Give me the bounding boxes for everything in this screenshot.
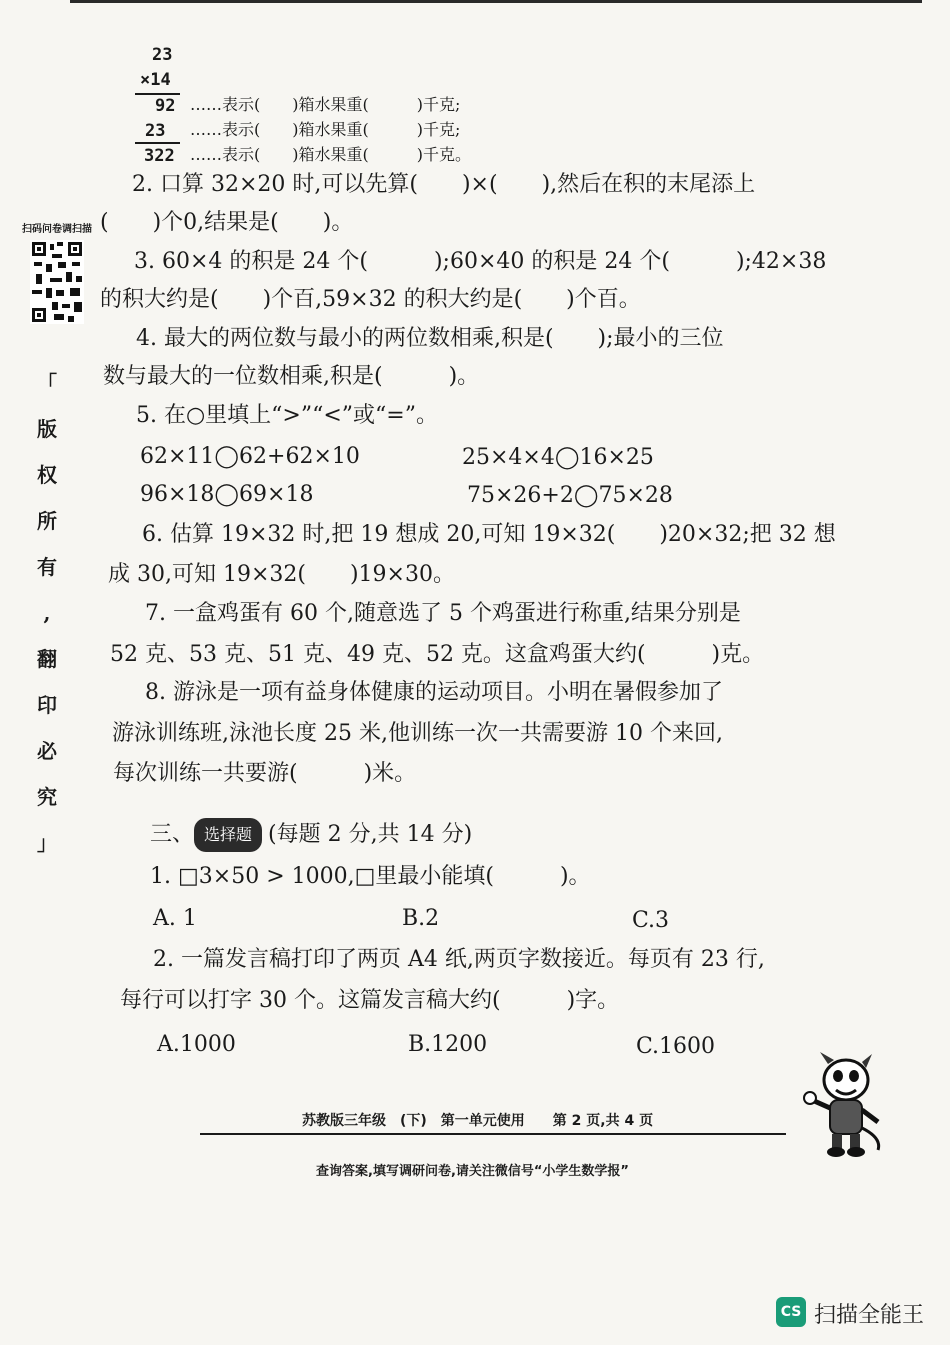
copyright-char: 印 <box>37 693 57 717</box>
q6-line2: 成 30,可知 19×32( )19×30。 <box>108 562 455 587</box>
q3-line1: 3. 60×4 的积是 24 个( );60×40 的积是 24 个( );42×38 <box>134 249 827 274</box>
c2-line2: 每行可以打字 30 个。这篇发言稿大约( )字。 <box>120 988 620 1013</box>
q4-line1: 4. 最大的两位数与最小的两位数相乘,积是( );最小的三位 <box>136 326 724 351</box>
calc-multiplier: ×14 <box>140 70 171 90</box>
c2-line1: 2. 一篇发言稿打印了两页 A4 纸,两页字数接近。每页有 23 行, <box>153 947 765 972</box>
calc-row-2-num: 23 <box>145 121 166 141</box>
q7-line1: 7. 一盒鸡蛋有 60 个,随意选了 5 个鸡蛋进行称重,结果分别是 <box>145 601 741 626</box>
c1-stem: 1. □3×50 > 1000,□里最小能填( )。 <box>150 864 591 889</box>
section3-prefix: 三、 <box>150 822 195 847</box>
mascot-cartoon-icon <box>800 1050 890 1160</box>
section3-note: (每题 2 分,共 14 分) <box>268 822 473 847</box>
q3-line2: 的积大约是( )个百,59×32 的积大约是( )个百。 <box>100 287 641 312</box>
calc-row-1-num: 92 <box>155 96 176 116</box>
copyright-char: 权 <box>37 463 57 487</box>
c2-option-b: B.1200 <box>408 1032 488 1057</box>
calc-multiplicand: 23 <box>152 45 173 65</box>
copyright-char: 必 <box>37 739 57 763</box>
q5-item-4: 75×26+2◯75×28 <box>467 483 673 508</box>
copyright-char: 」 <box>37 831 57 855</box>
q8-line1: 8. 游泳是一项有益身体健康的运动项目。小明在暑假参加了 <box>145 680 723 705</box>
camscanner-watermark-text: 扫描全能王 <box>814 1303 925 1328</box>
footer-divider <box>200 1133 786 1135</box>
copyright-vertical-text <box>32 360 62 866</box>
copyright-char: 究 <box>37 785 57 809</box>
q6-line1: 6. 估算 19×32 时,把 19 想成 20,可知 19×32( )20×32;把 32 想 <box>142 522 836 547</box>
q5-item-1: 62×11◯62+62×10 <box>140 444 360 469</box>
copyright-char: 翻 <box>37 647 57 671</box>
q4-line2: 数与最大的一位数相乘,积是( )。 <box>103 364 480 389</box>
calc-row-2-text: ……表示( )箱水果重( )千克; <box>190 120 461 139</box>
copyright-char: 有 <box>37 555 57 579</box>
q8-line2: 游泳训练班,泳池长度 25 米,他训练一次一共需要游 10 个来回, <box>112 721 723 746</box>
footer-notice: 查询答案,填写调研问卷,请关注微信号“小学生数学报” <box>316 1164 629 1179</box>
c1-option-c: C.3 <box>632 908 670 933</box>
copyright-char: 「 <box>37 371 57 395</box>
calc-row-1-text: ……表示( )箱水果重( )千克; <box>190 95 461 114</box>
q8-line3: 每次训练一共要游( )米。 <box>113 761 417 786</box>
q2-line2: ( )个0,结果是( )。 <box>100 210 354 235</box>
camscanner-logo-icon: CS <box>776 1297 806 1327</box>
q5-item-2: 25×4×4◯16×25 <box>462 445 654 470</box>
calc-row-3-num: 322 <box>144 146 175 166</box>
q5-item-3: 96×18◯69×18 <box>140 482 314 507</box>
copyright-char: 版 <box>37 417 57 441</box>
c1-option-b: B.2 <box>402 906 440 931</box>
qr-caption: 扫码问卷调扫描 <box>22 224 92 235</box>
c2-option-a: A.1000 <box>157 1032 236 1057</box>
calc-row-3-text: ……表示( )箱水果重( )千克。 <box>190 145 471 164</box>
section3-heading <box>150 818 472 852</box>
section3-badge: 选择题 <box>194 818 262 852</box>
footer-info: 苏教版三年级 (下) 第一单元使用 第 2 页,共 4 页 <box>302 1113 654 1129</box>
copyright-char: , <box>43 601 51 625</box>
qr-code-icon <box>30 240 84 324</box>
q7-line2: 52 克、53 克、51 克、49 克、52 克。这盒鸡蛋大约( )克。 <box>110 642 765 667</box>
c2-option-c: C.1600 <box>636 1034 716 1059</box>
c1-option-a: A. 1 <box>153 906 197 931</box>
q5-title: 5. 在○里填上“>”“<”或“=”。 <box>136 403 438 428</box>
copyright-char: 所 <box>37 509 57 533</box>
top-border <box>70 0 922 3</box>
q2-line1: 2. 口算 32×20 时,可以先算( )×( ),然后在积的末尾添上 <box>132 172 756 197</box>
